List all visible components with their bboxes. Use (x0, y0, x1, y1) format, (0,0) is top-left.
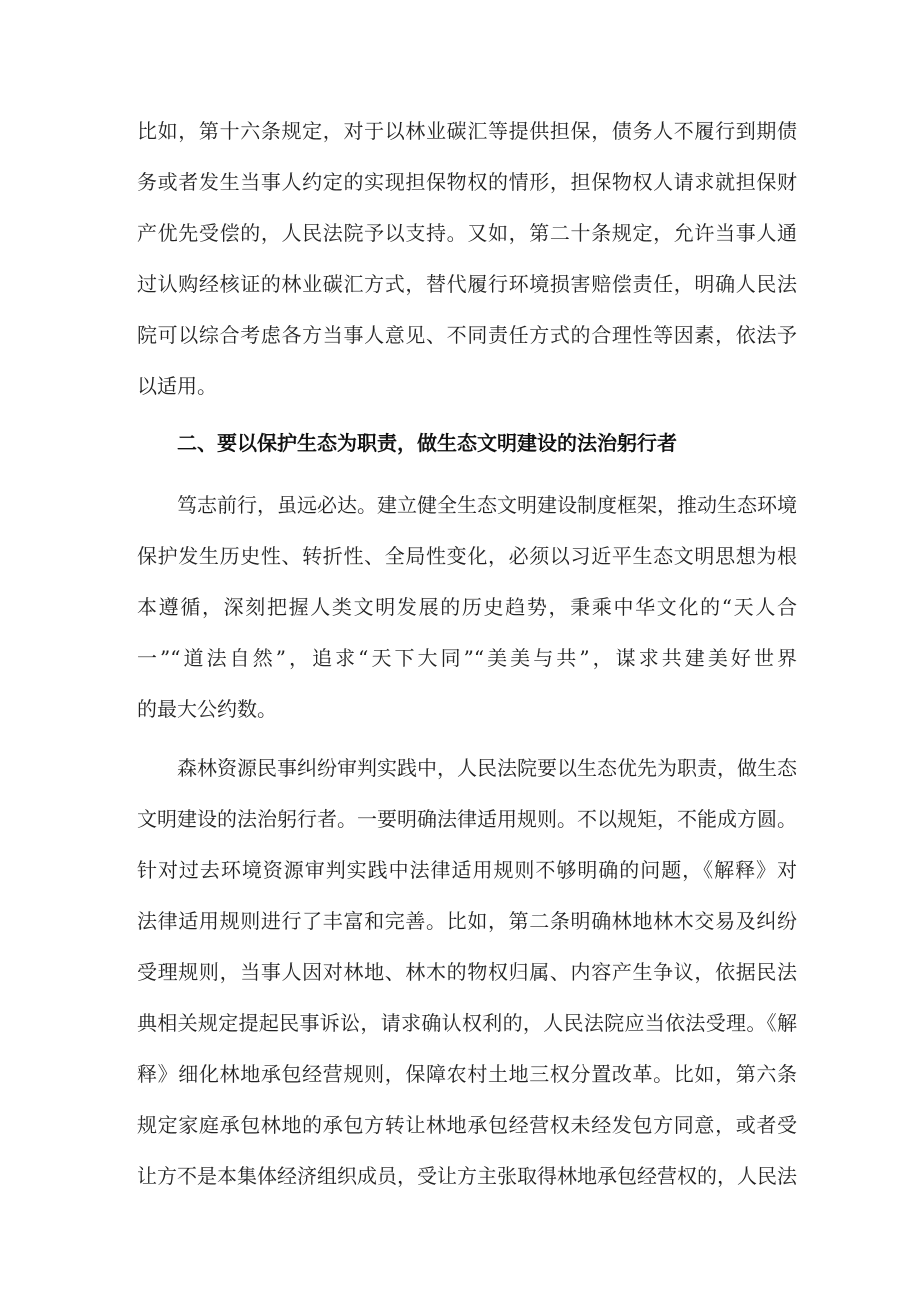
paragraph-2-line-1: 笃志前行，虽远必达。建立健全生态文明建设制度框架，推动生态环境 (177, 493, 797, 517)
paragraph-3-line-4: 法律适用规则进行了丰富和完善。比如，第二条明确林地林木交易及纠纷 (137, 909, 797, 933)
paragraph-3-line-9: 让方不是本集体经济组织成员，受让方主张取得林地承包经营权的，人民法 (137, 1164, 797, 1188)
paragraph-1-line-6: 以适用。 (137, 374, 217, 398)
paragraph-3-line-7: 释》细化林地承包经营规则，保障农村土地三权分置改革。比如，第六条 (137, 1062, 797, 1086)
paragraph-1-line-2: 务或者发生当事人约定的实现担保物权的情形，担保物权人请求就担保财 (137, 170, 797, 194)
paragraph-3-line-5: 受理规则，当事人因对林地、林木的物权归属、内容产生争议，依据民法 (137, 960, 797, 984)
section-heading: 二、要以保护生态为职责，做生态文明建设的法治躬行者 (177, 431, 677, 455)
paragraph-1-line-3: 产优先受偿的，人民法院予以支持。又如，第二十条规定，允许当事人通 (137, 221, 797, 245)
paragraph-3-line-1: 森林资源民事纠纷审判实践中，人民法院要以生态优先为职责，做生态 (177, 756, 797, 780)
paragraph-1-line-5: 院可以综合考虑各方当事人意见、不同责任方式的合理性等因素，依法予 (137, 323, 797, 347)
paragraph-2-line-5: 的最大公约数。 (137, 697, 277, 721)
paragraph-2-line-2: 保护发生历史性、转折性、全局性变化，必须以习近平生态文明思想为根 (137, 544, 797, 568)
paragraph-3-line-8: 规定家庭承包林地的承包方转让林地承包经营权未经发包方同意，或者受 (137, 1113, 797, 1137)
paragraph-3-line-6: 典相关规定提起民事诉讼，请求确认权利的，人民法院应当依法受理。《解 (137, 1011, 797, 1035)
paragraph-1-line-4: 过认购经核证的林业碳汇方式，替代履行环境损害赔偿责任，明确人民法 (137, 272, 797, 296)
paragraph-2-line-4: 一”“道法自然”，追求“天下大同”“美美与共”，谋求共建美好世界 (137, 646, 797, 670)
paragraph-3-line-3: 针对过去环境资源审判实践中法律适用规则不够明确的问题，《解释》对 (137, 858, 797, 882)
paragraph-1-line-1: 比如，第十六条规定，对于以林业碳汇等提供担保，债务人不履行到期债 (137, 119, 797, 143)
paragraph-2-line-3: 本遵循，深刻把握人类文明发展的历史趋势，秉乘中华文化的“天人合 (137, 595, 797, 619)
paragraph-3-line-2: 文明建设的法治躬行者。一要明确法律适用规则。不以规矩，不能成方圆。 (137, 807, 797, 831)
